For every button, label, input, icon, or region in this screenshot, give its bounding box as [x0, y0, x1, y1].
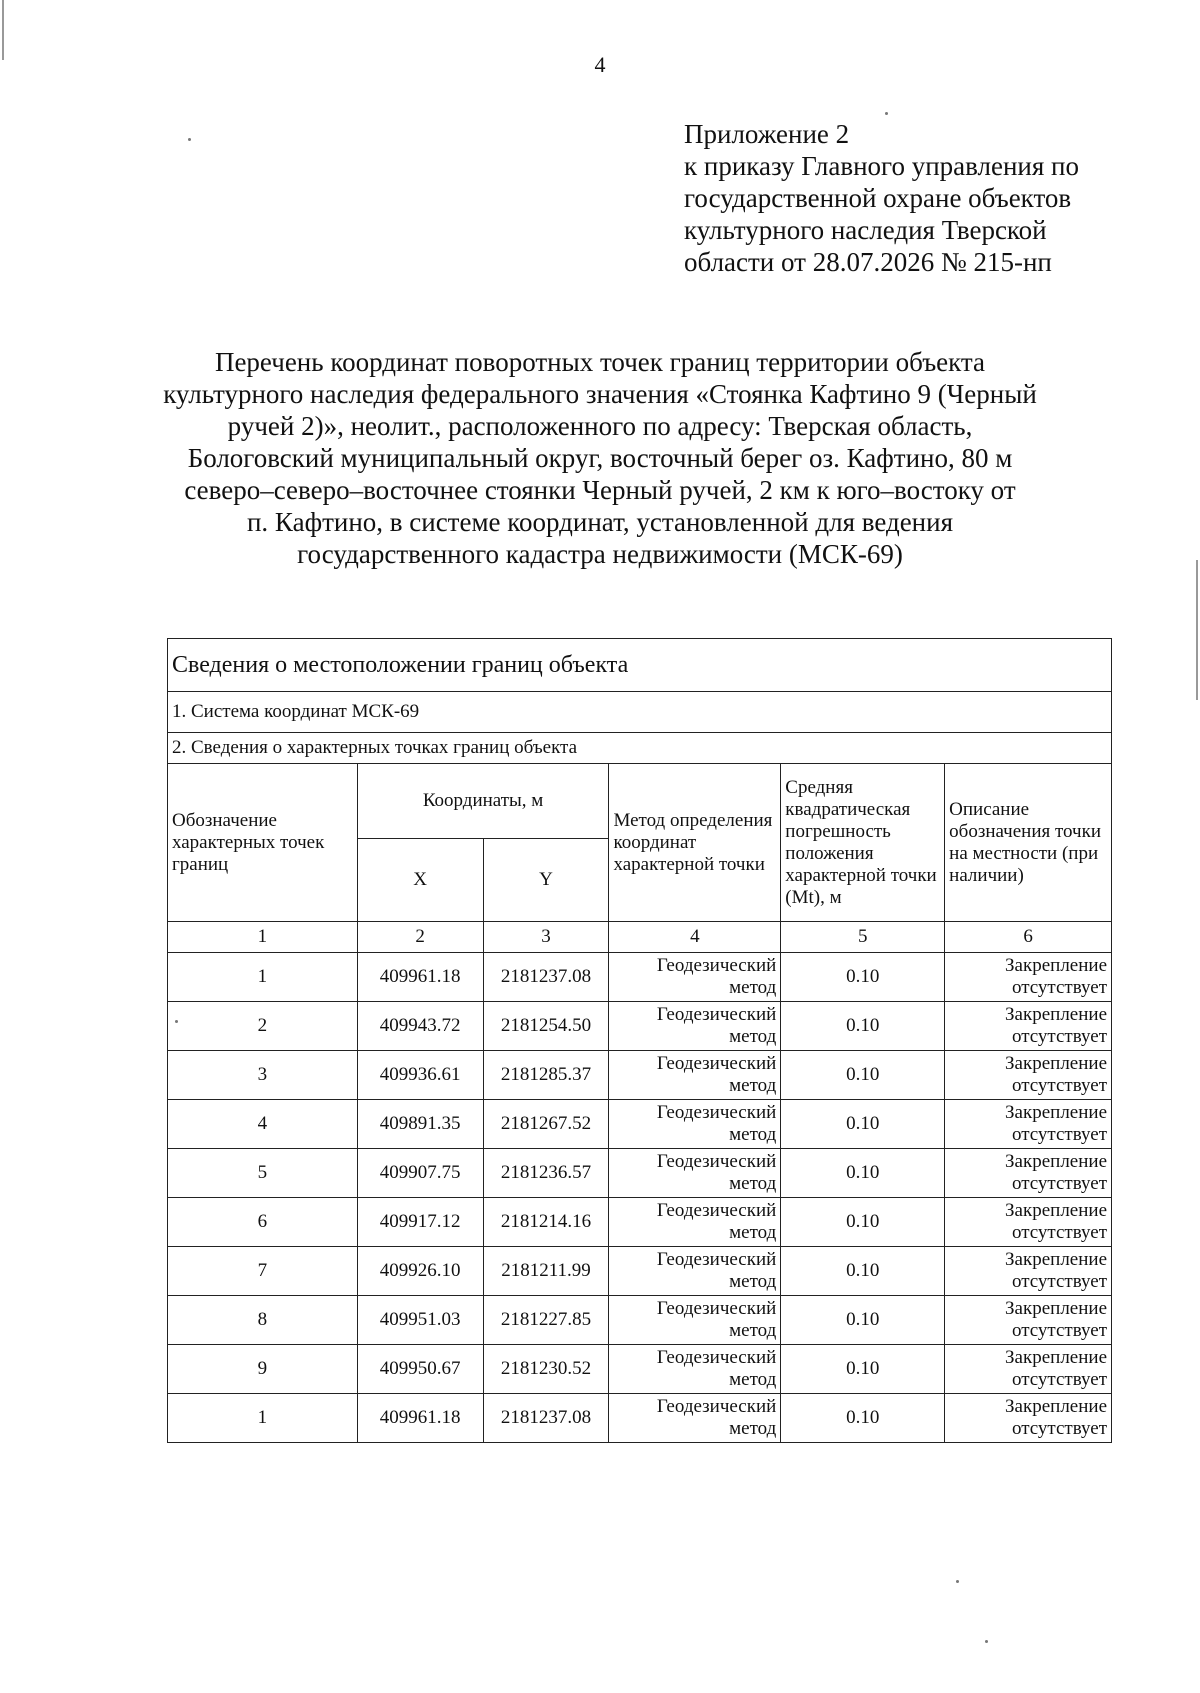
x-cell: 409891.35 [357, 1100, 483, 1149]
error-cell: 0.10 [781, 1296, 945, 1345]
page-number: 4 [594, 52, 606, 77]
table-row [168, 1394, 1112, 1443]
document-title-line: Перечень координат поворотных точек границ территории объекта [214, 347, 986, 377]
table-body [168, 639, 1112, 1443]
description-cell [945, 1394, 1112, 1443]
table-row [168, 1100, 1112, 1149]
description-line: отсутствует [1011, 1418, 1107, 1439]
table-row [168, 1051, 1112, 1100]
annex-title: Приложение 2 [684, 119, 850, 149]
point-cell: 2 [168, 1002, 358, 1051]
method-cell [609, 1198, 781, 1247]
section-title: Сведения о местоположении границ объекта [168, 639, 1112, 692]
method-line: Геодезический [656, 1396, 777, 1417]
point-cell: 1 [168, 1394, 358, 1443]
description-line: Закрепление [1005, 1200, 1107, 1221]
column-number: 1 [168, 922, 358, 953]
description-line: Закрепление [1005, 1004, 1107, 1025]
x-cell: 409943.72 [357, 1002, 483, 1051]
description-line: отсутствует [1011, 1124, 1107, 1145]
description-line: Закрепление [1005, 955, 1107, 976]
table-row [168, 1296, 1112, 1345]
scan-speck [175, 1020, 178, 1023]
annex-line: государственной охране объектов [684, 183, 1072, 213]
method-cell [609, 1002, 781, 1051]
x-cell: 409961.18 [357, 953, 483, 1002]
error-cell: 0.10 [781, 953, 945, 1002]
method-line: Геодезический [656, 1102, 777, 1123]
description-line: отсутствует [1011, 1320, 1107, 1341]
column-numbers-row [168, 922, 1112, 953]
error-cell: 0.10 [781, 1247, 945, 1296]
method-line: метод [729, 1173, 777, 1194]
col-designation-header: Обозначение характерных точек границ [168, 764, 358, 922]
annex-line: культурного наследия Тверской [684, 215, 1047, 245]
description-line: Закрепление [1005, 1249, 1107, 1270]
x-cell: 409907.75 [357, 1149, 483, 1198]
table-row [168, 1002, 1112, 1051]
point-cell: 3 [168, 1051, 358, 1100]
col-method-header: Метод определения координат характерной точки [609, 764, 781, 922]
method-line: Геодезический [656, 1004, 777, 1025]
description-line: отсутствует [1011, 1075, 1107, 1096]
method-line: Геодезический [656, 1200, 777, 1221]
col-error-header: Средняя квадратическая погрешность положения характерной точки (Mt), м [781, 764, 945, 922]
method-line: метод [729, 1418, 777, 1439]
column-number: 4 [609, 922, 781, 953]
x-cell: 409917.12 [357, 1198, 483, 1247]
description-cell [945, 1149, 1112, 1198]
point-cell: 4 [168, 1100, 358, 1149]
description-line: Закрепление [1005, 1396, 1107, 1417]
y-cell: 2181230.52 [483, 1345, 609, 1394]
scan-speck [985, 1640, 988, 1643]
description-line: Закрепление [1005, 1151, 1107, 1172]
description-line: отсутствует [1011, 1369, 1107, 1390]
points-header: 2. Сведения о характерных точках границ объекта [168, 733, 1112, 764]
description-line: отсутствует [1011, 1173, 1107, 1194]
y-cell: 2181237.08 [483, 1394, 609, 1443]
method-line: метод [729, 1222, 777, 1243]
method-cell [609, 1149, 781, 1198]
column-number: 3 [483, 922, 609, 953]
method-cell [609, 1345, 781, 1394]
method-line: Геодезический [656, 1053, 777, 1074]
method-line: метод [729, 1271, 777, 1292]
scan-speck [956, 1580, 959, 1583]
method-line: Геодезический [656, 1298, 777, 1319]
scan-edge-mark [2, 0, 4, 60]
error-cell: 0.10 [781, 1345, 945, 1394]
x-cell: 409961.18 [357, 1394, 483, 1443]
error-cell: 0.10 [781, 1198, 945, 1247]
table-row [168, 953, 1112, 1002]
column-number: 2 [357, 922, 483, 953]
y-cell: 2181214.16 [483, 1198, 609, 1247]
document-title-line: государственного кадастра недвижимости (МСК-69) [297, 539, 903, 569]
table-row [168, 1247, 1112, 1296]
method-cell [609, 1247, 781, 1296]
document-title [150, 346, 1050, 570]
method-line: Геодезический [656, 955, 777, 976]
description-cell [945, 953, 1112, 1002]
description-line: отсутствует [1011, 1026, 1107, 1047]
description-cell [945, 1198, 1112, 1247]
method-cell [609, 953, 781, 1002]
error-cell: 0.10 [781, 1002, 945, 1051]
x-cell: 409926.10 [357, 1247, 483, 1296]
point-cell: 9 [168, 1345, 358, 1394]
description-line: Закрепление [1005, 1347, 1107, 1368]
method-cell [609, 1394, 781, 1443]
error-cell: 0.10 [781, 1100, 945, 1149]
document-title-line: Бологовский муниципальный округ, восточный берег оз. Кафтино, 80 м [187, 443, 1013, 473]
point-cell: 7 [168, 1247, 358, 1296]
description-cell [945, 1051, 1112, 1100]
method-line: метод [729, 1124, 777, 1145]
x-cell: 409950.67 [357, 1345, 483, 1394]
y-cell: 2181236.57 [483, 1149, 609, 1198]
description-cell [945, 1345, 1112, 1394]
description-cell [945, 1247, 1112, 1296]
x-cell: 409951.03 [357, 1296, 483, 1345]
description-line: Закрепление [1005, 1102, 1107, 1123]
method-line: метод [729, 1320, 777, 1341]
document-title-line: северо–северо–восточнее стоянки Черный ручей, 2 км к юго–востоку от [184, 475, 1016, 505]
table-header-row [168, 764, 1112, 839]
annex-line: области от 28.07.2026 № 215-нп [684, 247, 1052, 277]
method-cell [609, 1100, 781, 1149]
table-section-row [168, 639, 1112, 692]
col-coordinates-header: Координаты, м [357, 764, 609, 839]
description-line: отсутствует [1011, 1222, 1107, 1243]
coordinates-table [167, 638, 1112, 1443]
coord-system-label: 1. Система координат МСК-69 [168, 692, 1112, 733]
scan-edge-mark [1196, 560, 1198, 700]
y-cell: 2181267.52 [483, 1100, 609, 1149]
method-line: Геодезический [656, 1151, 777, 1172]
description-line: Закрепление [1005, 1298, 1107, 1319]
error-cell: 0.10 [781, 1149, 945, 1198]
description-cell [945, 1100, 1112, 1149]
y-cell: 2181254.50 [483, 1002, 609, 1051]
y-cell: 2181285.37 [483, 1051, 609, 1100]
description-line: отсутствует [1011, 1271, 1107, 1292]
table-row [168, 1198, 1112, 1247]
column-number: 6 [945, 922, 1112, 953]
scan-speck [188, 138, 191, 141]
error-cell: 0.10 [781, 1394, 945, 1443]
col-y-header: Y [483, 839, 609, 922]
document-title-line: культурного наследия федерального значения «Стоянка Кафтино 9 (Черный [163, 379, 1037, 409]
col-description-header: Описание обозначения точки на местности (при наличии) [945, 764, 1112, 922]
y-cell: 2181237.08 [483, 953, 609, 1002]
point-cell: 1 [168, 953, 358, 1002]
method-line: метод [729, 977, 777, 998]
method-cell [609, 1296, 781, 1345]
method-cell [609, 1051, 781, 1100]
method-line: метод [729, 1026, 777, 1047]
annex-block [684, 118, 1114, 278]
description-line: отсутствует [1011, 977, 1107, 998]
annex-line: к приказу Главного управления по [684, 151, 1079, 181]
method-line: метод [729, 1075, 777, 1096]
method-line: метод [729, 1369, 777, 1390]
column-number: 5 [781, 922, 945, 953]
description-line: Закрепление [1005, 1053, 1107, 1074]
description-cell [945, 1296, 1112, 1345]
point-cell: 5 [168, 1149, 358, 1198]
document-title-line: п. Кафтино, в системе координат, установленной для ведения [246, 507, 953, 537]
table-subheader-row [168, 692, 1112, 733]
col-x-header: X [357, 839, 483, 922]
x-cell: 409936.61 [357, 1051, 483, 1100]
error-cell: 0.10 [781, 1051, 945, 1100]
scan-speck [885, 112, 888, 115]
document-title-line: ручей 2)», неолит., расположенного по адресу: Тверская область, [227, 411, 973, 441]
table-row [168, 1345, 1112, 1394]
y-cell: 2181211.99 [483, 1247, 609, 1296]
table-subheader-row [168, 733, 1112, 764]
table-row [168, 1149, 1112, 1198]
point-cell: 6 [168, 1198, 358, 1247]
description-cell [945, 1002, 1112, 1051]
y-cell: 2181227.85 [483, 1296, 609, 1345]
point-cell: 8 [168, 1296, 358, 1345]
method-line: Геодезический [656, 1249, 777, 1270]
method-line: Геодезический [656, 1347, 777, 1368]
